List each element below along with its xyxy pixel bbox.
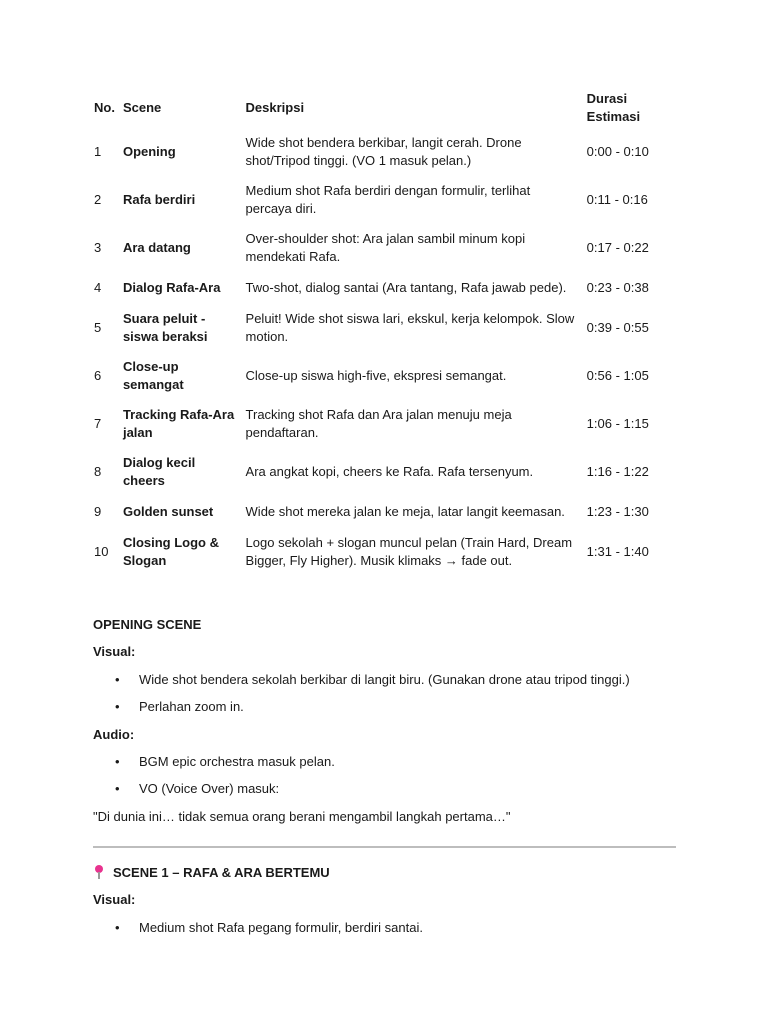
header-duration (583, 88, 670, 128)
list-item-text: Perlahan zoom in. (139, 699, 244, 714)
row-scene: Suara peluit - siswa beraksi (122, 311, 208, 344)
row-no: 10 (94, 544, 109, 559)
scene-1-visual-label: Visual: (93, 892, 136, 907)
list-item-text: Wide shot bendera sekolah berkibar di langit biru. (Gunakan drone atau tripod tinggi.) (139, 672, 630, 687)
table-row (90, 224, 670, 272)
row-scene: Close-up semangat (122, 359, 184, 392)
row-scene: Opening (122, 144, 176, 159)
row-scene: Dialog Rafa-Ara (122, 280, 221, 295)
row-description: Over-shoulder shot: Ara jalan sambil minum kopi mendekati Rafa. (245, 231, 526, 264)
table-row (90, 128, 670, 176)
row-duration: 0:11 - 0:16 (586, 192, 648, 207)
row-description: Ara angkat kopi, cheers ke Rafa. Rafa tersenyum. (245, 464, 534, 479)
list-item-text: BGM epic orchestra masuk pelan. (139, 754, 335, 769)
scene-1-title: SCENE 1 – RAFA & ARA BERTEMU (113, 865, 330, 880)
opening-visual-label: Visual: (93, 644, 136, 659)
table-row (90, 272, 670, 304)
row-no: 7 (94, 416, 102, 431)
row-scene: Golden sunset (122, 504, 214, 519)
row-duration: 0:23 - 0:38 (586, 280, 649, 295)
opening-audio-label: Audio: (93, 727, 135, 742)
header-scene: Scene (122, 100, 162, 115)
row-duration: 0:00 - 0:10 (586, 144, 649, 159)
bullet-icon: • (115, 754, 120, 769)
row-duration: 0:17 - 0:22 (586, 240, 649, 255)
table-row (90, 448, 670, 496)
header-duration-line1: Durasi (586, 91, 628, 106)
row-scene: Closing Logo & Slogan (122, 535, 219, 568)
row-description: Two-shot, dialog santai (Ara tantang, Rafa jawab pede). (245, 280, 567, 295)
header-duration-line2: Estimasi (586, 109, 641, 124)
row-no: 6 (94, 368, 102, 383)
table-row (90, 352, 670, 400)
row-scene: Dialog kecil cheers (122, 455, 196, 488)
table-header-row (90, 88, 670, 128)
list-item-text: VO (Voice Over) masuk: (139, 781, 280, 796)
scene-1-title-row (93, 864, 683, 882)
row-no: 9 (94, 504, 102, 519)
bullet-icon: • (115, 672, 120, 687)
table-row (90, 176, 670, 224)
opening-scene-title: OPENING SCENE (93, 617, 202, 632)
row-no: 3 (94, 240, 102, 255)
row-no: 4 (94, 280, 102, 295)
header-description: Deskripsi (245, 100, 305, 115)
row-description: Close-up siswa high-five, ekspresi semangat. (245, 368, 507, 383)
row-no: 8 (94, 464, 102, 479)
row-scene: Tracking Rafa-Ara jalan (122, 407, 235, 440)
row-description: Logo sekolah + slogan muncul pelan (Train Hard, Dream Bigger, Fly Higher). Musik klimaks → fade out. (245, 535, 573, 568)
table-row (90, 400, 670, 448)
row-duration: 1:16 - 1:22 (586, 464, 649, 479)
row-duration: 1:23 - 1:30 (586, 504, 649, 519)
section-divider (93, 846, 676, 848)
row-description: Peluit! Wide shot siswa lari, ekskul, kerja kelompok. Slow motion. (245, 311, 575, 344)
pushpin-icon (93, 865, 105, 879)
row-no: 2 (94, 192, 102, 207)
row-scene: Ara datang (122, 240, 191, 255)
row-duration: 1:31 - 1:40 (586, 544, 649, 559)
row-no: 1 (94, 144, 102, 159)
row-description: Wide shot mereka jalan ke meja, latar langit keemasan. (245, 504, 565, 519)
bullet-icon: • (115, 699, 120, 714)
table-row (90, 304, 670, 352)
shot-list-table (90, 88, 670, 576)
table-row (90, 496, 670, 528)
row-no: 5 (94, 320, 102, 335)
row-scene: Rafa berdiri (122, 192, 196, 207)
header-no: No. (94, 100, 115, 115)
bullet-icon: • (115, 920, 120, 935)
bullet-icon: • (115, 781, 120, 796)
row-description: Wide shot bendera berkibar, langit cerah. Drone shot/Tripod tinggi. (VO 1 masuk pelan.) (245, 135, 522, 168)
row-duration: 1:06 - 1:15 (586, 416, 649, 431)
table-row (90, 528, 670, 576)
voice-over-quote: "Di dunia ini… tidak semua orang berani mengambil langkah pertama…" (93, 809, 511, 824)
row-description: Medium shot Rafa berdiri dengan formulir, terlihat percaya diri. (245, 183, 531, 216)
row-duration: 0:56 - 1:05 (586, 368, 649, 383)
row-duration: 0:39 - 0:55 (586, 320, 649, 335)
row-description: Tracking shot Rafa dan Ara jalan menuju meja pendaftaran. (245, 407, 512, 440)
list-item-text: Medium shot Rafa pegang formulir, berdiri santai. (139, 920, 423, 935)
